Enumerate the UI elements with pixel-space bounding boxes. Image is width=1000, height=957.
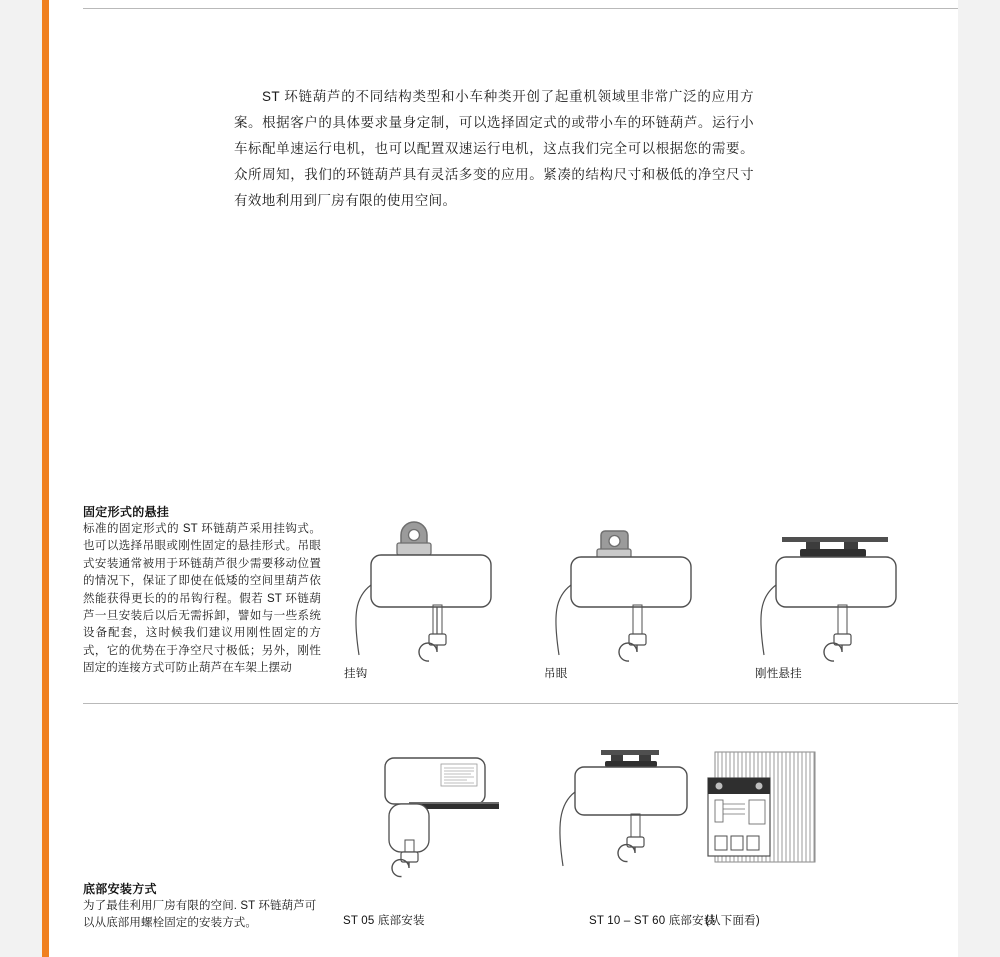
figure-caption-rigid: 刚性悬挂 — [755, 668, 802, 680]
figure-eye-suspension — [549, 505, 739, 670]
intro-paragraph: ST 环链葫芦的不同结构类型和小车种类开创了起重机领域里非常广泛的应用方案。根据客户的具体要求量身定制，可以选择固定式的或带小车的环链葫芦。运行小车标配单速运行电机，也可以配置双速运行电机，这点我们完全可以根据您的需要。众所周知，我们的环链葫芦具有灵活多变的应用。紧凑的结构尺寸和极低的净空尺寸有效地利用到厂房有限的使用空间。 — [234, 88, 754, 208]
section-1-title: 固定形式的悬挂 — [83, 505, 170, 519]
page-right-margin — [958, 0, 1000, 957]
section-1-body: 标准的固定形式的 ST 环链葫芦采用挂钩式。也可以选择吊眼或刚性固定的悬挂形式。吊眼式安装通常被用于环链葫芦很少需要移动位置的情况下，保证了即使在低矮的空间里葫芦依然能获得更长的的吊钩行程。假若 ST 环链葫芦一旦安装后以后无需拆卸，譬如与一些系统设备配套，这时候我们建议用刚性固定的方式，它的优势在于净空尺寸极低；另外，刚性固定的连接方式可防止葫芦在车架上摆动 — [83, 523, 321, 675]
figure-caption-eye: 吊眼 — [544, 668, 568, 680]
figure-rigid-suspension — [754, 505, 954, 670]
page-left-margin — [0, 0, 42, 957]
figure-caption-st10-st60: ST 10 – ST 60 底部安装 — [589, 915, 716, 927]
figure-bottom-view — [705, 740, 875, 885]
figure-st05-bottom-mount — [349, 740, 539, 885]
accent-bar — [42, 0, 49, 957]
section-2-body: 为了最佳利用厂房有限的空间. ST 环链葫芦可以从底部用螺栓固定的安装方式。 — [83, 900, 317, 930]
figure-hook-suspension — [349, 505, 539, 670]
middle-divider — [83, 703, 958, 704]
section-2-title: 底部安装方式 — [83, 882, 157, 896]
top-divider — [83, 8, 958, 9]
figure-caption-bottom-view: (从下面看) — [705, 915, 760, 927]
figure-caption-hook: 挂钩 — [344, 668, 368, 680]
page-content — [49, 0, 958, 957]
figure-caption-st05: ST 05 底部安装 — [343, 915, 425, 927]
